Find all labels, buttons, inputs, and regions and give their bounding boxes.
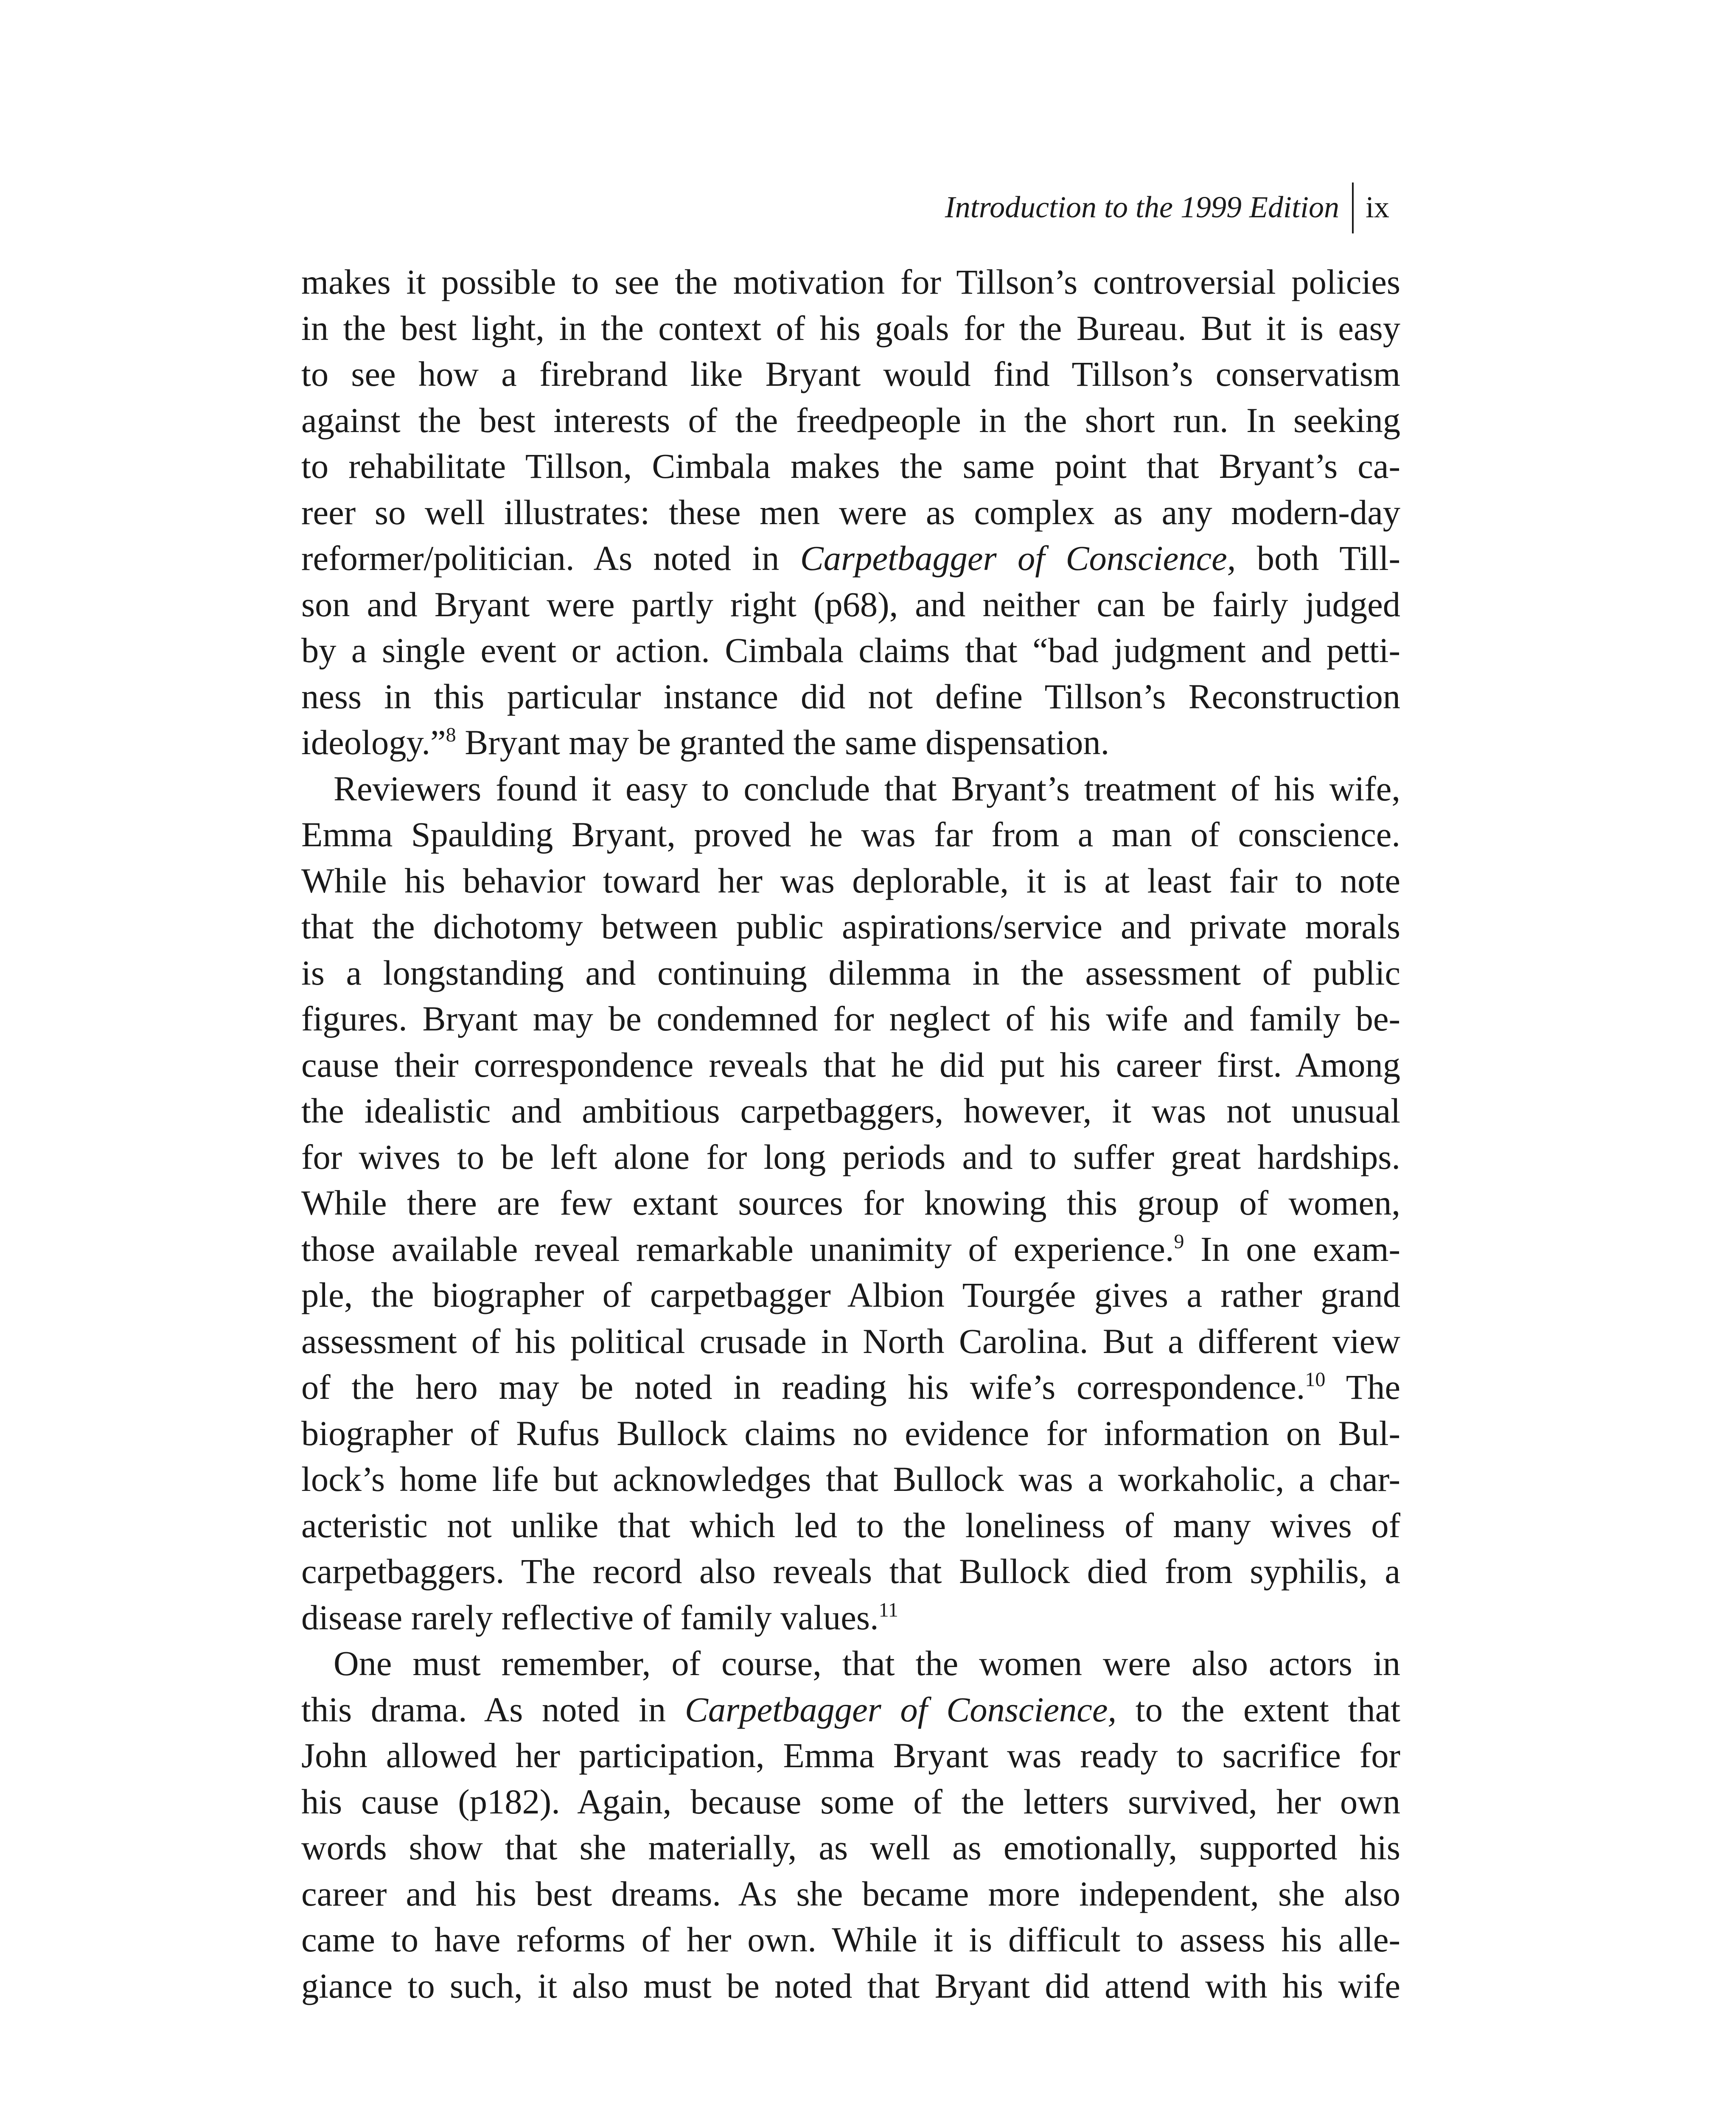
body-text bbox=[301, 259, 1400, 2009]
text-line: ple, the biographer of carpetbagger Albion Tourgée gives a rather grand bbox=[301, 1275, 1400, 1314]
text-line: makes it possible to see the motivation for Tillson’s controversial policies bbox=[301, 262, 1400, 301]
text-line: reer so well illustrates: these men were as complex as any modern-day bbox=[301, 492, 1400, 532]
text-line: that the dichotomy between public aspirations/service and private morals bbox=[301, 907, 1400, 946]
text-line: words show that she materially, as well as emotionally, supported his bbox=[301, 1828, 1400, 1867]
text-line: ness in this particular instance did not define Tillson’s Reconstruction bbox=[301, 676, 1400, 716]
text-line: the idealistic and ambitious carpetbaggers, however, it was not unusual bbox=[301, 1091, 1400, 1130]
text-line: career and his best dreams. As she became more independent, she also bbox=[301, 1874, 1400, 1913]
text-line: lock’s home life but acknowledges that Bullock was a workaholic, a char- bbox=[301, 1460, 1400, 1499]
footnote-ref: 8 bbox=[446, 724, 456, 746]
text-line: Emma Spaulding Bryant, proved he was far from a man of conscience. bbox=[301, 815, 1400, 854]
text-line: for wives to be left alone for long periods and to suffer great hardships. bbox=[301, 1137, 1400, 1176]
running-head-title: Introduction to the 1999 Edition bbox=[945, 190, 1339, 224]
text-line: While there are few extant sources for knowing this group of women, bbox=[301, 1183, 1400, 1222]
footnote-ref: 10 bbox=[1305, 1368, 1326, 1391]
text-line: While his behavior toward her was deplorable, it is at least fair to note bbox=[301, 861, 1400, 900]
text-line: cause their correspondence reveals that he did put his career first. Among bbox=[301, 1045, 1400, 1084]
page-number: ix bbox=[1365, 190, 1389, 224]
running-head bbox=[945, 182, 1389, 233]
running-head-divider bbox=[1352, 182, 1354, 233]
text-line: to rehabilitate Tillson, Cimbala makes the same point that Bryant’s ca- bbox=[301, 446, 1400, 486]
text-line: this drama. As noted in Carpetbagger of Conscience, to the extent that bbox=[301, 1690, 1401, 1729]
text-line: is a longstanding and continuing dilemma in the assessment of public bbox=[301, 953, 1400, 992]
text-line: carpetbaggers. The record also reveals that Bullock died from syphilis, a bbox=[301, 1552, 1400, 1591]
text-line: disease rarely reflective of family values.$^{11}$ bbox=[301, 1597, 898, 1637]
footnote-ref: 11 bbox=[878, 1598, 898, 1621]
text-line: acteristic not unlike that which led to the loneliness of many wives of bbox=[301, 1505, 1400, 1545]
text-line: by a single event or action. Cimbala claims that “bad judgment and petti- bbox=[301, 631, 1400, 670]
text-line: in the best light, in the context of his goals for the Bureau. But it is easy bbox=[301, 308, 1400, 348]
text-line: One must remember, of course, that the women were also actors in bbox=[334, 1644, 1400, 1683]
text-line: giance to such, it also must be noted that Bryant did attend with his wife bbox=[301, 1966, 1400, 2005]
text-line: those available reveal remarkable unanimity of experience.$^9$ In one exam- bbox=[301, 1229, 1400, 1269]
text-line: biographer of Rufus Bullock claims no evidence for information on Bul- bbox=[301, 1413, 1400, 1453]
text-line: his cause (p182). Again, because some of the letters survived, her own bbox=[301, 1782, 1400, 1821]
footnote-ref: 9 bbox=[1174, 1230, 1184, 1253]
text-line: ideology.”$^8$ Bryant may be granted the same dispensation. bbox=[301, 723, 1110, 762]
text-line: reformer/politician. As noted in Carpetbagger of Conscience, both Till- bbox=[301, 539, 1400, 578]
text-line: assessment of his political crusade in North Carolina. But a different view bbox=[301, 1321, 1400, 1361]
book-title: Carpetbagger of Conscience, bbox=[800, 539, 1236, 578]
text-line: figures. Bryant may be condemned for neglect of his wife and family be- bbox=[301, 999, 1400, 1038]
text-line: against the best interests of the freedpeople in the short run. In seeking bbox=[301, 400, 1400, 440]
text-line: John allowed her participation, Emma Bryant was ready to sacrifice for bbox=[301, 1736, 1400, 1775]
text-line: of the hero may be noted in reading his wife’s correspondence.$^{10}$ The bbox=[301, 1367, 1400, 1406]
text-line: Reviewers found it easy to conclude that Bryant’s treatment of his wife, bbox=[334, 769, 1400, 808]
book-title: Carpetbagger of Conscience, bbox=[684, 1690, 1117, 1729]
text-line: to see how a firebrand like Bryant would find Tillson’s conservatism bbox=[301, 354, 1400, 393]
text-line: came to have reforms of her own. While it is difficult to assess his alle- bbox=[301, 1920, 1400, 1959]
text-line: son and Bryant were partly right (p68), and neither can be fairly judged bbox=[301, 584, 1400, 624]
